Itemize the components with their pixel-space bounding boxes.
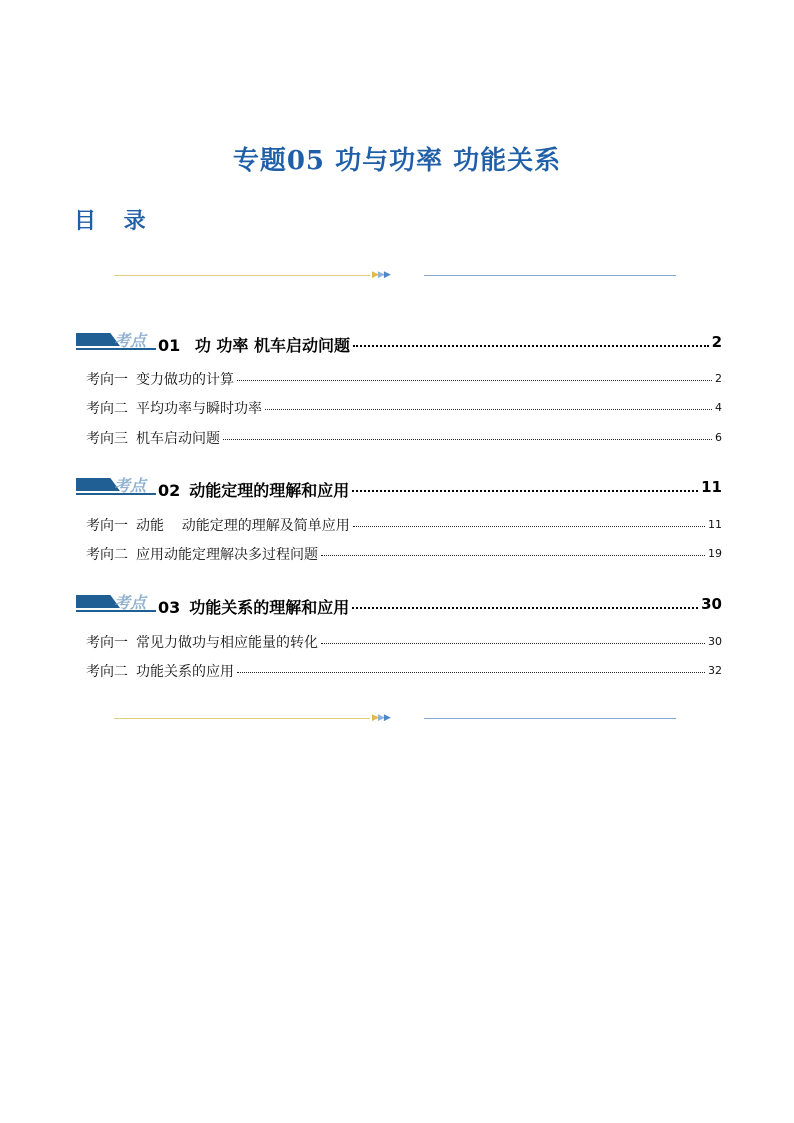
badge-label: 考点	[114, 593, 147, 612]
item-title-text: 功能关系的应用	[136, 664, 234, 680]
item-title-text: 平均功率与瞬时功率	[136, 401, 262, 417]
toc-section-01[interactable]	[76, 331, 722, 355]
dot-leader	[352, 607, 698, 609]
section-number: 02	[158, 481, 181, 500]
toc-item[interactable]	[86, 398, 722, 418]
item-title	[86, 544, 318, 564]
item-title	[86, 398, 262, 418]
document-title: 专题05 功与功率 功能关系	[232, 146, 562, 176]
dot-leader	[237, 380, 712, 381]
toc-item[interactable]	[86, 369, 722, 389]
dot-leader	[321, 555, 705, 556]
toc-item[interactable]	[86, 428, 722, 448]
toc-section-02[interactable]	[76, 476, 722, 500]
dot-leader	[265, 409, 712, 410]
section-number: 01	[158, 336, 181, 355]
item-title	[86, 428, 220, 448]
section-title	[158, 595, 349, 618]
dot-leader	[353, 345, 709, 347]
kaodian-badge	[76, 476, 156, 498]
item-title	[86, 632, 318, 652]
item-direction: 考向三	[86, 431, 128, 447]
section-title	[158, 333, 350, 356]
badge-label: 考点	[114, 476, 147, 495]
bottom-divider	[114, 714, 676, 724]
toc-item[interactable]	[86, 661, 722, 681]
item-title-text: 机车启动问题	[136, 431, 220, 447]
divider-line-left	[114, 275, 370, 276]
divider-line-right	[424, 275, 676, 276]
section-title-text: 动能定理的理解和应用	[189, 481, 350, 500]
item-direction: 考向二	[86, 547, 128, 563]
item-page-number: 4	[715, 401, 722, 414]
item-page-number: 32	[708, 664, 722, 677]
item-page-number: 6	[715, 431, 722, 444]
item-title-text: 变力做功的计算	[136, 372, 234, 388]
toc-section-03[interactable]	[76, 593, 722, 617]
section-page-number: 2	[711, 333, 722, 351]
item-page-number: 30	[708, 635, 722, 648]
kaodian-badge	[76, 331, 156, 353]
dot-leader	[237, 672, 705, 673]
item-page-number: 11	[708, 518, 722, 531]
triangle-arrows-icon: ▶▶▶	[372, 270, 390, 280]
item-title-text: 常见力做功与相应能量的转化	[136, 635, 318, 651]
divider-line-right	[424, 718, 676, 719]
toc-item[interactable]	[86, 544, 722, 564]
dot-leader	[223, 439, 712, 440]
section-title	[158, 478, 349, 501]
section-page-number: 30	[701, 595, 722, 613]
dot-leader	[321, 643, 705, 644]
item-title-text: 动能 动能定理的理解及简单应用	[136, 518, 350, 534]
item-direction: 考向一	[86, 635, 128, 651]
section-title-text: 功 功率 机车启动问题	[189, 336, 350, 355]
section-number: 03	[158, 598, 181, 617]
toc-item[interactable]	[86, 515, 722, 535]
toc-item[interactable]	[86, 632, 722, 652]
toc-heading: 目 录	[74, 209, 156, 234]
item-page-number: 2	[715, 372, 722, 385]
item-title	[86, 661, 234, 681]
item-title-text: 应用动能定理解决多过程问题	[136, 547, 318, 563]
item-direction: 考向一	[86, 372, 128, 388]
item-direction: 考向二	[86, 664, 128, 680]
item-direction: 考向二	[86, 401, 128, 417]
item-direction: 考向一	[86, 518, 128, 534]
kaodian-badge	[76, 593, 156, 615]
item-page-number: 19	[708, 547, 722, 560]
item-title	[86, 369, 234, 389]
divider-line-left	[114, 718, 370, 719]
badge-label: 考点	[114, 331, 147, 350]
dot-leader	[353, 526, 705, 527]
triangle-arrows-icon: ▶▶▶	[372, 713, 390, 723]
top-divider	[114, 271, 676, 281]
dot-leader	[352, 490, 698, 492]
section-page-number: 11	[701, 478, 722, 496]
item-title	[86, 515, 350, 535]
section-title-text: 功能关系的理解和应用	[189, 598, 350, 617]
